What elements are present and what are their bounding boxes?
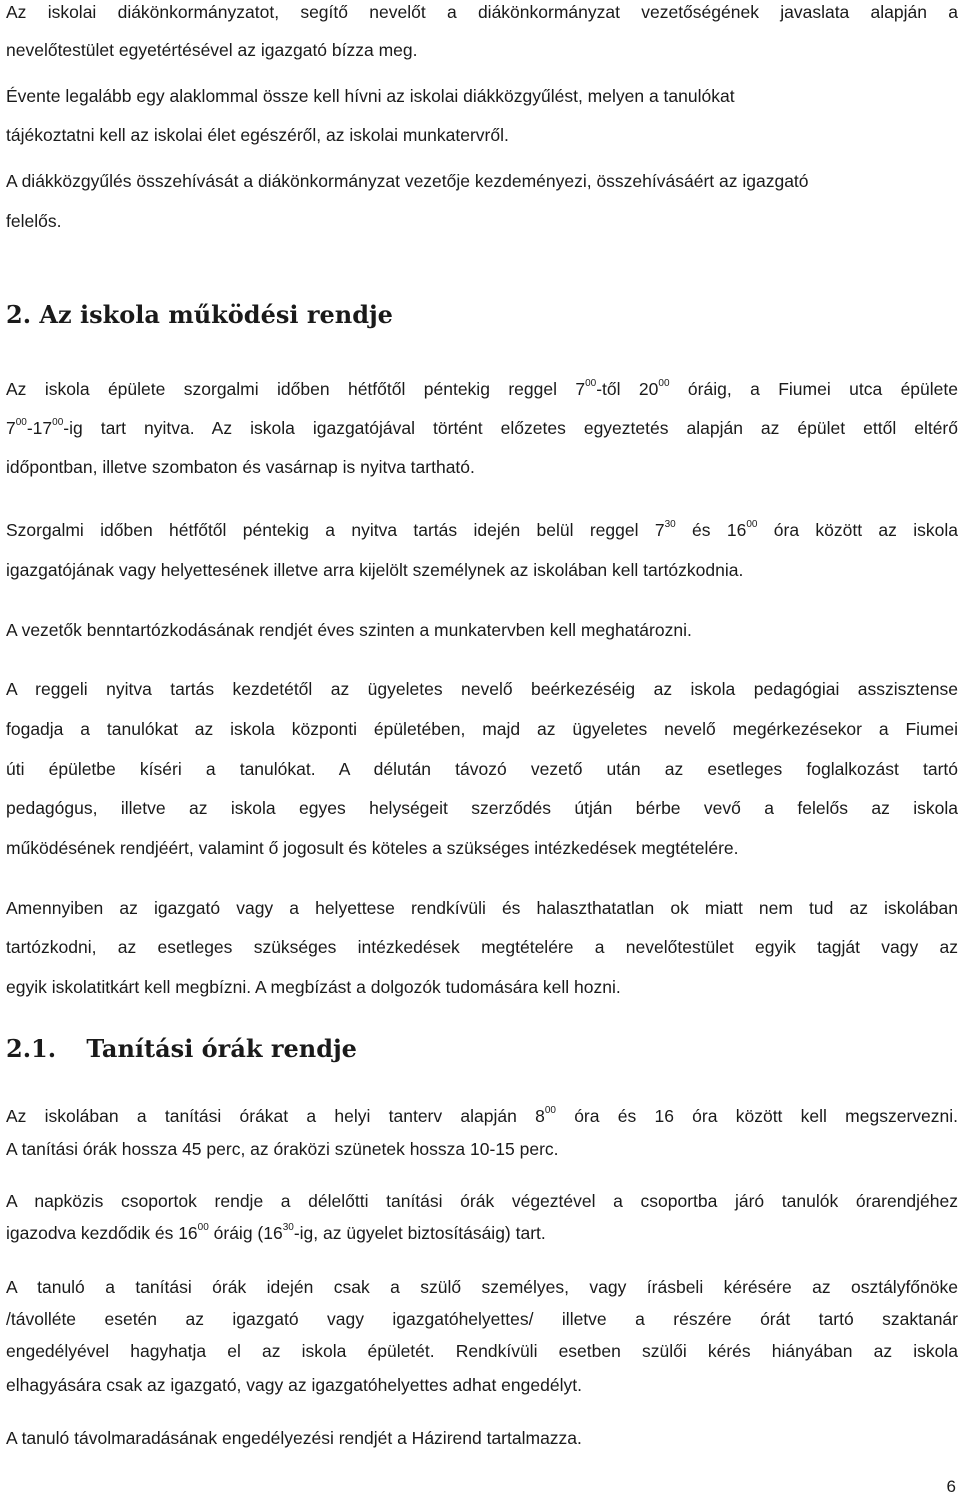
paragraph-line: A tanuló a tanítási órák idején csak a szülő személyes, vagy írásbeli kérésére az osztályfőnöke [6,1277,958,1297]
paragraph-line: tartózkodni, az esetleges szükséges intézkedések megtételére a nevelőtestület egyik tagját vagy az [6,937,958,957]
paragraph-line: úti épületbe kíséri a tanulókat. A délután távozó vezető után az esetleges foglalkozást tartó [6,759,958,779]
paragraph-line: felelős. [6,211,62,231]
paragraph-line: A vezetők benntartózkodásának rendjét éves szinten a munkatervben kell meghatározni. [6,620,692,640]
paragraph-line: $7^{00}-17^{00}-ig$ tart nyitva. Az iskola igazgatójával történt előzetes egyeztetés alapján az épület ettől eltérő [6,417,958,438]
paragraph-line: Szorgalmi időben hétfőtől péntekig a nyitva tartás idején belül reggel $7^{30}$ és $16^{00}$ óra között az iskola [6,519,958,540]
paragraph-line: A tanuló távolmaradásának engedélyezési rendjét a Házirend tartalmazza. [6,1428,582,1448]
paragraph-line: Az iskola épülete szorgalmi időben hétfőtől péntekig reggel $7^{00}$-től $20^{00}$ óráig, a Fiumei utca épülete [6,378,958,399]
section-heading [6,1034,357,1064]
paragraph-line: egyik iskolatitkárt kell megbízni. A megbízást a dolgozók tudomására kell hozni. [6,977,621,997]
paragraph-line: Az iskolában a tanítási órákat a helyi tanterv alapján $8^{00}$ óra és 16 óra között kell megszervezni. [6,1105,958,1126]
paragraph-line: működésének rendjéért, valamint ő jogosult és köteles a szükséges intézkedések megtételére. [6,838,739,858]
page-number: 6 [946,1477,956,1496]
paragraph-line: Az iskolai diákönkormányzatot, segítő nevelőt a diákönkormányzat vezetőségének javaslata alapján a [6,2,958,22]
paragraph-line: tájékoztatni kell az iskolai élet egészéről, az iskolai munkatervről. [6,125,509,145]
paragraph-line: igazodva kezdődik és $16^{00}$ óráig ($16^{30}-ig$, az ügyelet biztosításáig) tart. [6,1222,546,1243]
paragraph-line: A tanítási órák hossza 45 perc, az óraközi szünetek hossza 10-15 perc. [6,1139,559,1159]
section-heading [6,300,393,330]
paragraph-line: pedagógus, illetve az iskola egyes helységeit szerződés útján bérbe vevő a felelős az iskola [6,798,958,818]
paragraph-line: Évente legalább egy alaklommal össze kell hívni az iskolai diákközgyűlést, melyen a tanulókat [6,86,735,106]
paragraph-line: nevelőtestület egyetértésével az igazgató bízza meg. [6,40,418,60]
paragraph-line: igazgatójának vagy helyettesének illetve arra kijelölt személynek az iskolában kell tartózkodnia. [6,560,744,580]
section-number: 2.1. [6,1034,57,1063]
paragraph-line: A reggeli nyitva tartás kezdetétől az ügyeletes nevelő beérkezéséig az iskola pedagógiai asszisztense [6,679,958,699]
section-title: Tanítási órák rendje [86,1034,357,1063]
section-title: Az iskola működési rendje [39,300,393,329]
paragraph-line: A napközis csoportok rendje a délelőtti tanítási órák végeztével a csoportba járó tanulók órarendjéhez [6,1191,958,1211]
paragraph-line: /távolléte esetén az igazgató vagy igazgatóhelyettes/ illetve a részére órát tartó szaktanár [6,1309,958,1329]
section-number: 2. [6,300,32,329]
paragraph-line: Amennyiben az igazgató vagy a helyettese rendkívüli és halaszthatatlan ok miatt nem tud az iskolában [6,898,958,918]
paragraph-line: időpontban, illetve szombaton és vasárnap is nyitva tartható. [6,457,475,477]
paragraph-line: engedélyével hagyhatja el az iskola épületét. Rendkívüli esetben szülői kérés hiányában az iskola [6,1341,958,1361]
paragraph-line: A diákközgyűlés összehívását a diákönkormányzat vezetője kezdeményezi, összehívásáért az igazgató [6,171,809,191]
paragraph-line: elhagyására csak az igazgató, vagy az igazgatóhelyettes adhat engedélyt. [6,1375,582,1395]
paragraph-line: fogadja a tanulókat az iskola központi épületében, majd az ügyeletes nevelő megérkezésekor a Fiumei [6,719,958,739]
